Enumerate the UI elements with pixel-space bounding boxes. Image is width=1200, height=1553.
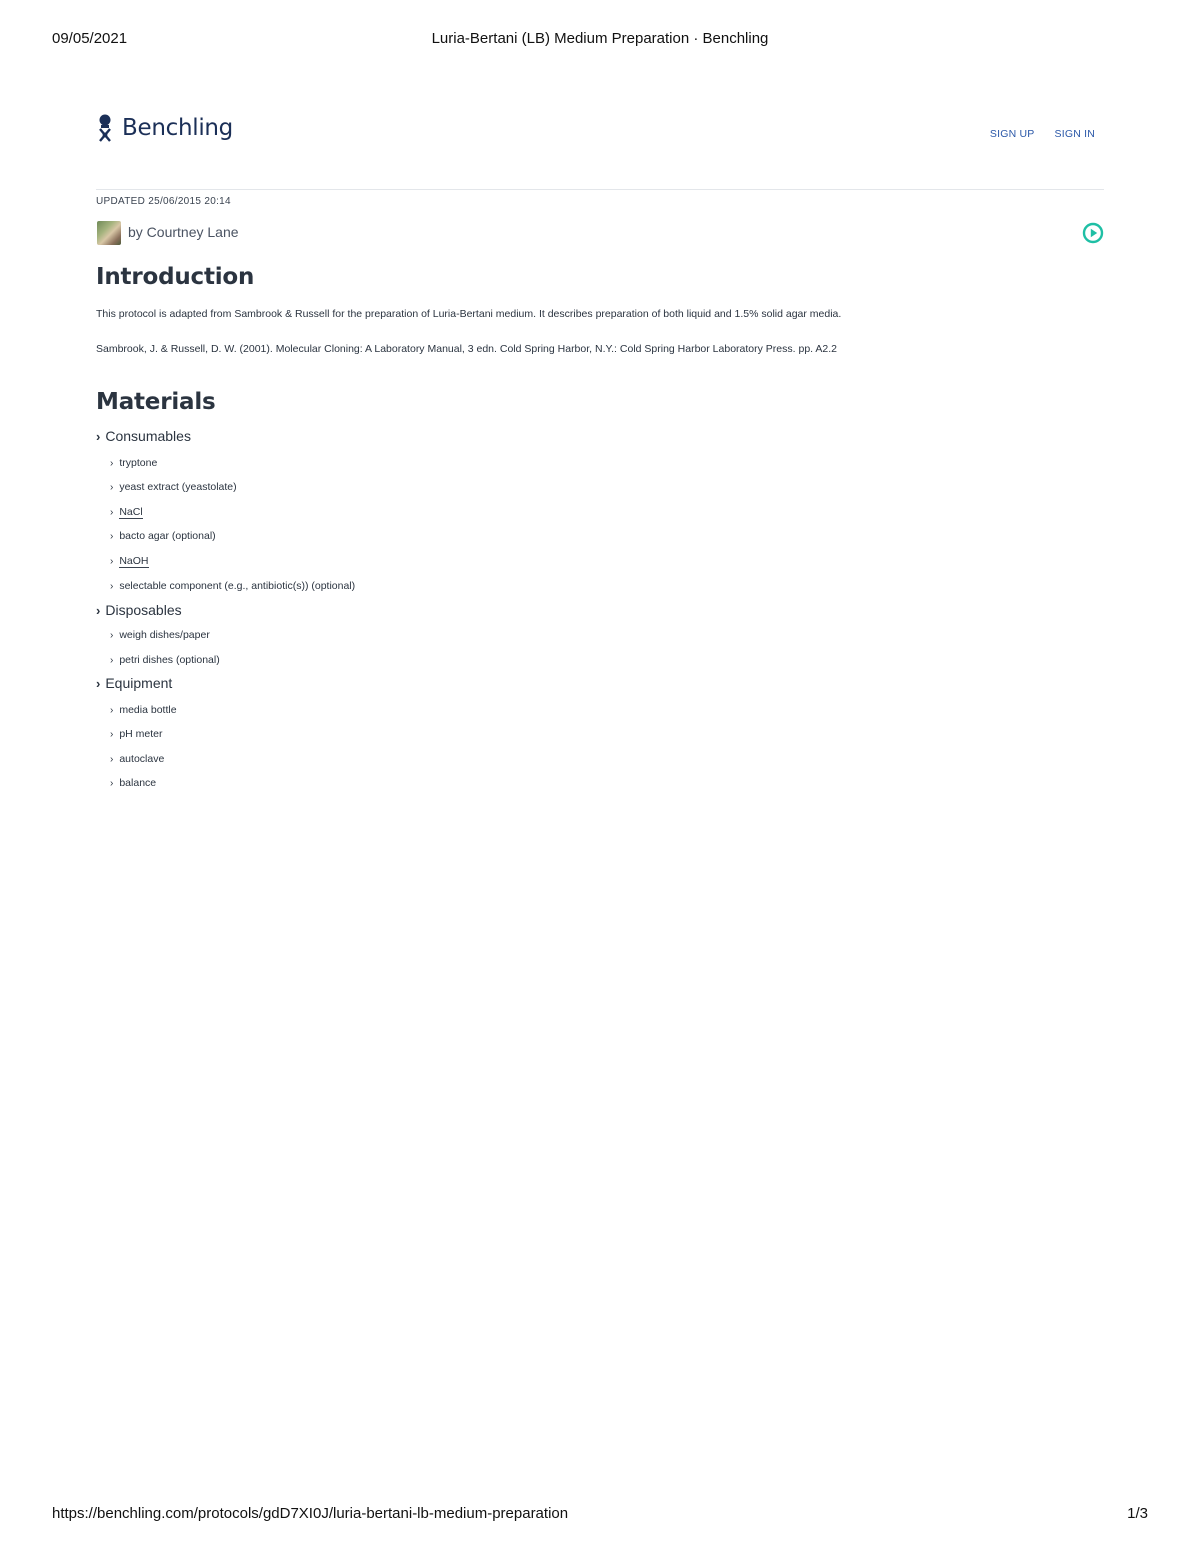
list-item[interactable] [110,777,156,789]
print-date: 09/05/2021 [52,30,128,47]
chevron-right-icon: › [110,704,114,716]
list-item[interactable] [110,506,143,519]
chevron-right-icon: › [110,556,114,567]
avatar[interactable] [97,221,121,245]
citation-paragraph: Sambrook, J. & Russell, D. W. (2001). Molecular Cloning: A Laboratory Manual, 3 edn. Cold Spring Harbor, N.Y.: Cold Spring Harbor Laboratory Press. pp. A2.2 [96,343,838,355]
benchling-logo[interactable] [96,114,233,142]
print-url: https://benchling.com/protocols/gdD7XI0J/luria-bertani-lb-medium-preparation [52,1505,569,1522]
list-item[interactable] [110,654,220,666]
item-label: balance [119,777,157,789]
item-link[interactable]: NaCl [119,506,143,518]
chevron-right-icon: › [110,530,114,542]
list-item[interactable] [110,753,164,765]
list-item[interactable] [110,580,355,592]
chevron-right-icon: › [110,580,114,592]
page-number: 1/3 [1127,1505,1148,1522]
materials-heading: Materials [96,389,216,415]
chevron-right-icon: › [96,428,101,444]
intro-paragraph: This protocol is adapted from Sambrook & Russell for the preparation of Luria-Bertani medium. It describes preparation of both liquid and 1.5% solid agar media. [96,308,842,320]
auth-nav [990,128,1095,140]
updated-timestamp: UPDATED 25/06/2015 20:14 [96,196,231,207]
chevron-right-icon: › [110,629,114,641]
sign-in-link[interactable]: SIGN IN [1054,128,1095,140]
chevron-right-icon: › [110,481,114,493]
author-row [96,221,1104,247]
site-header [96,114,1104,154]
item-label: bacto agar (optional) [119,530,216,542]
item-label: yeast extract (yeastolate) [119,481,237,493]
item-link[interactable]: NaOH [119,555,149,567]
chevron-right-icon: › [110,457,114,469]
category-label: Disposables [105,602,182,618]
category-disposables[interactable] [96,602,182,618]
item-label: media bottle [119,704,177,716]
list-item[interactable] [110,457,157,469]
header-divider [96,189,1104,190]
category-equipment[interactable] [96,675,172,691]
chevron-right-icon: › [110,728,114,740]
chevron-right-icon: › [110,777,114,789]
item-label: autoclave [119,753,165,765]
item-label: selectable component (e.g., antibiotic(s)) (optional) [119,580,356,592]
print-title: Luria-Bertani (LB) Medium Preparation · Benchling [431,30,769,47]
list-item[interactable] [110,555,149,568]
print-header [0,30,1200,50]
item-label: tryptone [119,457,158,469]
sign-up-link[interactable]: SIGN UP [989,128,1035,140]
chevron-right-icon: › [110,753,114,765]
list-item[interactable] [110,728,163,740]
logo-text: Benchling [122,115,233,141]
list-item[interactable] [110,704,177,716]
category-consumables[interactable] [96,428,191,444]
chevron-right-icon: › [96,602,101,618]
list-item[interactable] [110,530,216,542]
list-item[interactable] [110,629,210,641]
category-label: Equipment [105,675,173,691]
benchling-logo-icon [96,114,114,142]
introduction-heading: Introduction [96,264,255,290]
chevron-right-icon: › [110,654,114,666]
chevron-right-icon: › [96,675,101,691]
list-item[interactable] [110,481,237,493]
chevron-right-icon: › [110,507,114,518]
play-circle-icon[interactable] [1082,222,1104,244]
category-label: Consumables [105,428,191,444]
item-label: pH meter [119,728,163,740]
item-label: petri dishes (optional) [119,654,220,666]
item-label: weigh dishes/paper [119,629,210,641]
author-name[interactable]: by Courtney Lane [128,224,239,240]
